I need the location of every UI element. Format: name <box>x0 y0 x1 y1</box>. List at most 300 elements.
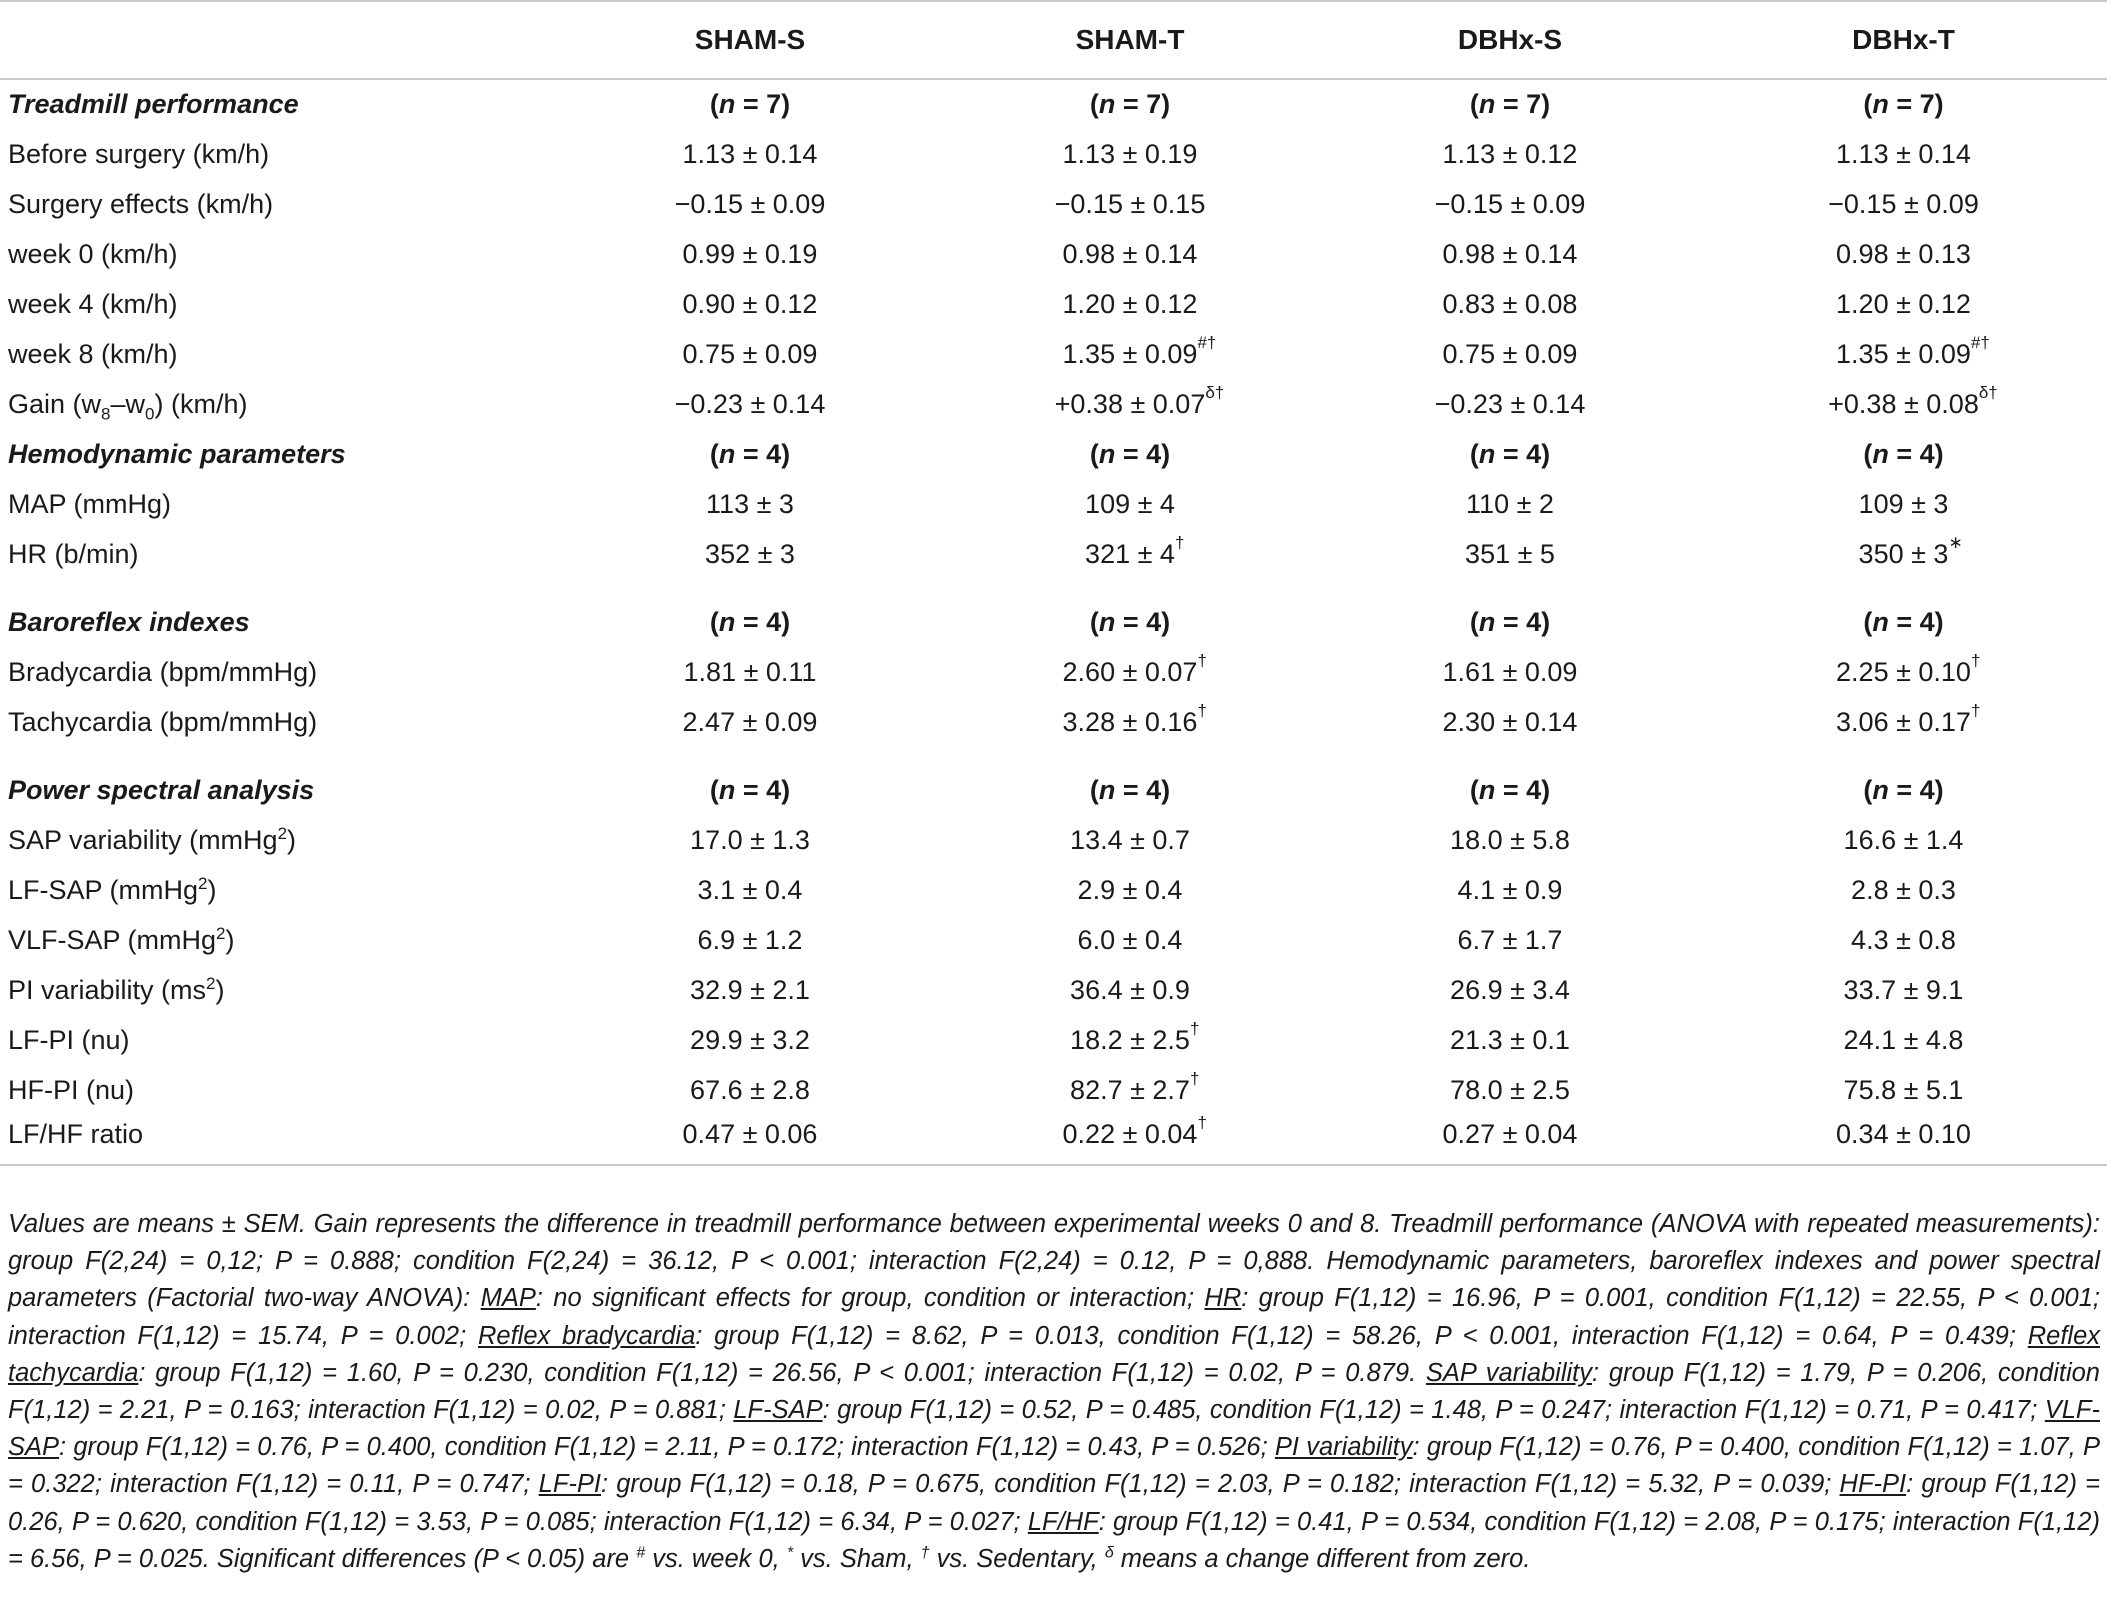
table-row <box>0 529 2107 579</box>
row-label <box>0 865 560 915</box>
value-cell <box>1700 865 2107 915</box>
value-cell <box>1320 229 1700 279</box>
mean-sem-value: 18.0 ± 5.8 <box>1450 824 1570 855</box>
significance-mark: #† <box>1197 332 1217 352</box>
table-footnote <box>8 1206 2100 1578</box>
mean-sem-value: 0.27 ± 0.04 <box>1442 1119 1578 1149</box>
mean-sem-value: 1.13 ± 0.14 <box>1836 138 1971 169</box>
sample-size-value: = 4 <box>735 438 782 469</box>
value-cell <box>1320 915 1700 965</box>
mean-sem-value: 6.0 ± 0.4 <box>1077 924 1183 955</box>
mean-sem-value: 350 ± 3 <box>1858 538 1949 569</box>
sample-size-n: n <box>1872 774 1889 805</box>
value-wrapper <box>1443 707 1578 738</box>
significance-mark: † <box>1189 1018 1200 1038</box>
value-cell <box>940 479 1320 529</box>
value-wrapper <box>683 1119 818 1150</box>
value-wrapper <box>1851 925 1956 956</box>
sample-size-cell: (n = 7) <box>1863 89 1944 119</box>
mean-sem-value: 16.6 ± 1.4 <box>1843 824 1964 855</box>
sample-size-cell: (n = 7) <box>1089 89 1171 119</box>
mean-sem-value: 0.83 ± 0.08 <box>1442 288 1578 319</box>
sample-size-cell: (n = 4) <box>1863 774 1944 805</box>
table-row <box>0 229 2107 279</box>
value-wrapper <box>1085 489 1175 520</box>
mean-sem-value: 0.99 ± 0.19 <box>682 238 818 269</box>
value-cell <box>940 815 1320 865</box>
row-label-text: ) <box>225 924 235 955</box>
value-wrapper <box>1085 532 1185 570</box>
mean-sem-value: 75.8 ± 5.1 <box>1843 1074 1964 1105</box>
section-header-row <box>0 597 2107 647</box>
row-label-text: Gain (w <box>8 388 102 419</box>
footnote-text: : group F(1,12) = 8.62, P = 0.013, condition F(1,12) = 58.26, P < 0.001, interaction F(1,12) = 0.64, P = 0.439; <box>695 1321 2028 1350</box>
sample-size-n: n <box>1872 606 1889 637</box>
sample-size-n: n <box>718 89 736 119</box>
sample-size-value: = 4 <box>1115 606 1162 637</box>
mean-sem-value: 110 ± 2 <box>1466 488 1554 519</box>
significance-mark: † <box>1189 1068 1200 1088</box>
footnote-significance-text: means a change different from zero. <box>1113 1544 1531 1573</box>
value-wrapper <box>1450 1025 1570 1056</box>
row-label <box>0 915 560 965</box>
value-cell <box>560 865 940 915</box>
value-wrapper <box>1844 825 1964 856</box>
value-cell <box>560 697 940 747</box>
value-wrapper <box>683 139 818 170</box>
significance-mark: † <box>1970 650 1981 670</box>
sample-size-value: = 4 <box>735 774 782 805</box>
value-wrapper <box>1435 389 1586 420</box>
section-header-row <box>0 79 2107 129</box>
value-wrapper <box>683 239 818 270</box>
value-cell <box>1320 479 1700 529</box>
sample-size-n: n <box>1098 606 1116 637</box>
row-label: week 4 (km/h) <box>8 288 178 319</box>
footnote-significance-mark: * <box>786 1544 794 1562</box>
value-wrapper <box>1844 1025 1964 1056</box>
row-label-superscript: 2 <box>206 973 216 993</box>
row-label: LF/HF ratio <box>0 1115 560 1165</box>
sample-size-cell: (n = 4) <box>1089 606 1171 637</box>
footnote-text: : group F(1,12) = 1.79, P = 0.206, condition F(1,12) = 2.21, P = 0.163; interaction F(1,12) = 0.02, P = 0.881; <box>8 1358 2100 1425</box>
sample-size-n: n <box>1478 774 1496 805</box>
sample-size-cell: (n = 4) <box>1089 774 1171 805</box>
row-label: Tachycardia (bpm/mmHg) <box>8 706 318 737</box>
value-cell <box>560 647 940 697</box>
mean-sem-value: 109 ± 3 <box>1858 488 1949 519</box>
value-cell <box>1700 279 2107 329</box>
row-label-text: –w <box>110 388 146 419</box>
value-cell <box>1320 1115 1700 1165</box>
value-cell <box>940 647 1320 697</box>
value-cell <box>560 479 940 529</box>
mean-sem-value: 321 ± 4 <box>1085 538 1175 569</box>
value-wrapper <box>698 875 803 906</box>
value-wrapper <box>1078 925 1183 956</box>
value-wrapper <box>1458 925 1563 956</box>
row-label-text: PI variability (ms <box>8 974 207 1005</box>
sample-size-value: = 4 <box>1495 606 1542 637</box>
mean-sem-value: 2.25 ± 0.10 <box>1836 656 1971 687</box>
footnote-text: : group F(1,12) = 0.41, P = 0.534, condition F(1,12) = 2.08, P = 0.175; interaction F(1,12) = 6.56, P = 0.025. <box>8 1507 2100 1573</box>
value-wrapper <box>683 289 818 320</box>
value-wrapper <box>1055 189 1206 220</box>
footnote-text: : group F(1,12) = 1.60, P = 0.230, condition F(1,12) = 26.56, P < 0.001; interaction F(1,12) = 0.02, P = 0.879. <box>138 1358 1426 1387</box>
mean-sem-value: −0.23 ± 0.14 <box>1434 388 1586 419</box>
mean-sem-value: 0.98 ± 0.14 <box>1062 238 1198 269</box>
value-wrapper <box>1828 189 1979 220</box>
value-cell <box>1320 529 1700 579</box>
value-cell <box>1700 1065 2107 1115</box>
sample-size-value: = 7 <box>1495 89 1542 119</box>
value-cell <box>1700 529 2107 579</box>
mean-sem-value: 2.60 ± 0.07 <box>1062 656 1198 687</box>
value-wrapper <box>1062 700 1207 738</box>
sample-size-cell: (n = 4) <box>709 438 791 469</box>
value-cell <box>1320 965 1700 1015</box>
sample-size-cell: (n = 4) <box>1863 438 1944 469</box>
mean-sem-value: 82.7 ± 2.7 <box>1070 1074 1190 1105</box>
sample-size-value: = 4 <box>1495 438 1542 469</box>
value-cell <box>940 129 1320 179</box>
row-label-text: SAP variability (mmHg <box>8 824 278 855</box>
value-cell <box>940 279 1320 329</box>
value-wrapper <box>705 539 795 570</box>
mean-sem-value: 78.0 ± 2.5 <box>1450 1074 1570 1105</box>
significance-mark: † <box>1197 1113 1207 1132</box>
mean-sem-value: 0.98 ± 0.13 <box>1836 238 1971 269</box>
table-header-row <box>0 1 2107 79</box>
value-cell <box>560 915 940 965</box>
value-cell <box>1700 479 2107 529</box>
value-cell <box>1700 647 2107 697</box>
row-label-text: VLF-SAP (mmHg <box>8 924 217 955</box>
mean-sem-value: +0.38 ± 0.08 <box>1828 388 1979 419</box>
section-title: Treadmill performance <box>8 89 299 119</box>
footnote-significance-mark: # <box>636 1544 646 1562</box>
value-cell <box>1700 1115 2107 1165</box>
section-spacer-cell <box>0 579 2107 597</box>
mean-sem-value: −0.15 ± 0.09 <box>674 188 826 219</box>
mean-sem-value: 24.1 ± 4.8 <box>1843 1024 1964 1055</box>
mean-sem-value: 18.2 ± 2.5 <box>1070 1024 1190 1055</box>
value-wrapper <box>1435 189 1586 220</box>
mean-sem-value: 1.20 ± 0.12 <box>1836 288 1971 319</box>
table-body <box>0 79 2107 1165</box>
footnote-text: : group F(1,12) = 16.96, P = 0.001, condition F(1,12) = 22.55, P < 0.001; interaction F(1,12) = 15.74, P = 0.002; <box>8 1284 2100 1350</box>
table-row <box>0 279 2107 329</box>
value-wrapper <box>1443 239 1578 270</box>
mean-sem-value: +0.38 ± 0.07 <box>1054 388 1206 419</box>
value-cell <box>940 379 1320 429</box>
table-row <box>0 179 2107 229</box>
sample-size-cell: (n = 4) <box>1469 774 1551 805</box>
section-spacer <box>0 579 2107 597</box>
value-wrapper <box>1070 1018 1200 1056</box>
sample-size-value: = 4 <box>1115 438 1162 469</box>
footnote-significance-mark: δ <box>1104 1544 1114 1562</box>
row-label-subscript: 8 <box>101 403 111 423</box>
significance-mark: † <box>1174 532 1185 552</box>
table-row <box>0 1115 2107 1165</box>
sample-size-n: n <box>718 438 736 469</box>
footnote-text: : group F(1,12) = 0.76, P = 0.400, condition F(1,12) = 2.11, P = 0.172; interaction F(1,12) = 0.43, P = 0.526; <box>59 1433 1275 1462</box>
value-cell <box>560 1115 940 1165</box>
footnote-term: HR <box>1204 1284 1242 1313</box>
value-cell <box>940 915 1320 965</box>
value-wrapper <box>1062 332 1217 370</box>
value-wrapper <box>690 1025 810 1056</box>
mean-sem-value: 67.6 ± 2.8 <box>690 1074 810 1105</box>
value-cell <box>940 529 1320 579</box>
footnote-text: : group F(1,12) = 0.18, P = 0.675, condition F(1,12) = 2.03, P = 0.182; interaction F(1,12) = 5.32, P = 0.039; <box>601 1470 1840 1499</box>
column-header: DBHx-T <box>1700 1 2107 79</box>
sample-size-n: n <box>1478 89 1496 119</box>
table-row <box>0 815 2107 865</box>
value-cell <box>560 279 940 329</box>
table-row <box>0 915 2107 965</box>
section-spacer <box>0 747 2107 765</box>
mean-sem-value: 2.30 ± 0.14 <box>1442 706 1578 737</box>
value-wrapper <box>1450 975 1570 1006</box>
row-label: week 0 (km/h) <box>8 238 178 269</box>
row-label-superscript: 2 <box>277 823 288 843</box>
row-label-text: ) <box>215 974 225 1005</box>
value-cell <box>1320 129 1700 179</box>
footnote-term: LF-SAP <box>733 1396 823 1425</box>
value-wrapper <box>1070 1068 1200 1106</box>
value-wrapper <box>1450 825 1570 856</box>
footnote-significance-mark: † <box>920 1544 930 1562</box>
value-wrapper <box>1443 1119 1578 1150</box>
significance-mark: † <box>1197 650 1207 670</box>
value-wrapper <box>1836 700 1981 738</box>
table-row <box>0 129 2107 179</box>
footnote-term: PI variability <box>1274 1433 1413 1462</box>
section-spacer-cell <box>0 747 2107 765</box>
footnote-term: VLF-SAP <box>8 1396 2100 1462</box>
value-cell <box>1320 179 1700 229</box>
value-cell <box>1700 329 2107 379</box>
mean-sem-value: −0.23 ± 0.14 <box>674 388 826 419</box>
sample-size-value: = 4 <box>735 606 782 637</box>
value-cell <box>1700 129 2107 179</box>
row-label-superscript: 2 <box>216 923 226 943</box>
table-row <box>0 697 2107 747</box>
table-row <box>0 965 2107 1015</box>
value-wrapper <box>1062 650 1207 688</box>
sample-size-value: = 7 <box>1115 89 1162 119</box>
sample-size-cell: (n = 4) <box>1089 438 1171 469</box>
value-cell <box>1320 647 1700 697</box>
value-wrapper <box>1443 657 1578 688</box>
value-cell <box>1700 229 2107 279</box>
mean-sem-value: 6.9 ± 1.2 <box>697 924 803 955</box>
value-wrapper <box>706 489 794 520</box>
mean-sem-value: 13.4 ± 0.7 <box>1070 824 1190 855</box>
value-wrapper <box>690 825 810 856</box>
value-cell <box>1700 915 2107 965</box>
footnote-term: HF-PI <box>1839 1470 1907 1499</box>
significance-mark: δ† <box>1978 382 1998 402</box>
mean-sem-value: 1.35 ± 0.09 <box>1836 338 1971 369</box>
sample-size-n: n <box>1478 606 1496 637</box>
value-cell <box>940 1015 1320 1065</box>
section-title: Power spectral analysis <box>8 774 315 805</box>
value-wrapper <box>1851 875 1956 906</box>
mean-sem-value: 4.1 ± 0.9 <box>1457 874 1563 905</box>
sample-size-cell: (n = 4) <box>1469 438 1551 469</box>
sample-size-cell: (n = 4) <box>1469 606 1551 637</box>
value-wrapper <box>1063 239 1198 270</box>
footnote-term: LF/HF <box>1027 1507 1099 1536</box>
value-wrapper <box>690 1075 810 1106</box>
sample-size-n: n <box>1478 438 1496 469</box>
row-label: HR (b/min) <box>8 538 139 569</box>
sample-size-value: = 4 <box>1888 606 1935 637</box>
footnote-text: : group F(1,12) = 0.52, P = 0.485, condition F(1,12) = 1.48, P = 0.247; interaction F(1,12) = 0.71, P = 0.417; <box>822 1396 2045 1425</box>
mean-sem-value: 0.98 ± 0.14 <box>1442 238 1578 269</box>
value-cell <box>1320 1065 1700 1115</box>
mean-sem-value: 1.35 ± 0.09 <box>1062 338 1198 369</box>
mean-sem-value: 0.47 ± 0.06 <box>682 1119 818 1149</box>
mean-sem-value: 351 ± 5 <box>1465 538 1555 569</box>
mean-sem-value: −0.15 ± 0.09 <box>1434 188 1586 219</box>
mean-sem-value: −0.15 ± 0.15 <box>1054 188 1206 219</box>
value-cell <box>940 1065 1320 1115</box>
value-cell <box>1700 697 2107 747</box>
significance-mark: † <box>1970 700 1981 720</box>
row-label <box>0 965 560 1015</box>
mean-sem-value: 2.9 ± 0.4 <box>1077 874 1183 905</box>
sample-size-value: = 4 <box>1888 774 1935 805</box>
table-row <box>0 479 2107 529</box>
value-wrapper <box>1458 875 1563 906</box>
significance-mark: † <box>1197 700 1207 720</box>
mean-sem-value: 3.1 ± 0.4 <box>697 874 803 905</box>
table-row <box>0 865 2107 915</box>
value-cell <box>940 179 1320 229</box>
sample-size-cell: (n = 4) <box>1863 606 1944 637</box>
value-cell <box>560 179 940 229</box>
mean-sem-value: 32.9 ± 2.1 <box>690 974 810 1005</box>
value-cell <box>1700 815 2107 865</box>
footnote-text: : group F(1,12) = 0.26, P = 0.620, condition F(1,12) = 3.53, P = 0.085; interaction F(1,12) = 6.34, P = 0.027; <box>8 1470 2100 1536</box>
row-label-text: ) (km/h) <box>154 388 248 419</box>
mean-sem-value: 0.90 ± 0.12 <box>682 288 818 319</box>
sample-size-cell: (n = 7) <box>709 89 791 119</box>
column-header: SHAM-S <box>560 1 940 79</box>
value-cell <box>560 229 940 279</box>
row-label: Bradycardia (bpm/mmHg) <box>8 656 318 687</box>
footnote-term: SAP variability <box>1425 1358 1593 1387</box>
value-cell <box>560 129 940 179</box>
table-row <box>0 379 2107 429</box>
value-wrapper <box>1063 289 1198 320</box>
value-cell <box>940 865 1320 915</box>
value-cell <box>940 965 1320 1015</box>
row-label: HF-PI (nu) <box>8 1074 135 1105</box>
section-header-row <box>0 429 2107 479</box>
value-wrapper <box>684 657 817 688</box>
value-wrapper <box>1443 289 1578 320</box>
footnote-intro: Values are means ± SEM. Gain represents the difference in treadmill performance between experimental weeks 0 and 8. Treadmill performance (ANOVA with repeated measurements): group F(2,24) = 0,12; P = 0.888; condition F(2,24) = 36.12, P < 0.001; interaction F(2,24) = 0.12, P = 0,888. Hemodynamic parameters, baroreflex indexes and power spectral parameters (Factorial two-way ANOVA): <box>8 1210 2100 1313</box>
row-label: week 8 (km/h) <box>8 338 178 369</box>
mean-sem-value: 21.3 ± 0.1 <box>1450 1024 1570 1055</box>
footnote-text: : group F(1,12) = 0.76, P = 0.400, condition F(1,12) = 1.07, P = 0.322; interaction F(1,12) = 0.11, P = 0.747; <box>8 1433 2100 1499</box>
value-cell <box>560 529 940 579</box>
mean-sem-value: 1.13 ± 0.12 <box>1442 138 1578 169</box>
sample-size-n: n <box>718 774 736 805</box>
mean-sem-value: −0.15 ± 0.09 <box>1828 188 1979 219</box>
mean-sem-value: 2.8 ± 0.3 <box>1851 874 1956 905</box>
value-cell <box>940 1115 1320 1165</box>
footnote-significance-intro: Significant differences (P < 0.05) are <box>209 1544 637 1573</box>
section-title: Baroreflex indexes <box>8 606 250 637</box>
value-wrapper <box>1078 875 1183 906</box>
sample-size-n: n <box>1098 89 1116 119</box>
value-cell <box>1700 179 2107 229</box>
mean-sem-value: 0.75 ± 0.09 <box>682 338 818 369</box>
mean-sem-value: 0.75 ± 0.09 <box>1442 338 1578 369</box>
value-cell <box>1320 815 1700 865</box>
value-cell <box>560 329 940 379</box>
sample-size-cell: (n = 4) <box>709 774 791 805</box>
value-wrapper <box>1836 139 1971 170</box>
value-cell <box>1320 865 1700 915</box>
mean-sem-value: 352 ± 3 <box>705 538 795 569</box>
value-wrapper <box>1466 489 1554 520</box>
footnote-text: : no significant effects for group, condition or interaction; <box>535 1284 1205 1313</box>
value-cell <box>560 1015 940 1065</box>
table-row <box>0 329 2107 379</box>
value-wrapper <box>1844 975 1964 1006</box>
row-label-subscript: 0 <box>145 403 155 423</box>
row-label <box>0 379 560 429</box>
value-wrapper <box>1836 1119 1971 1150</box>
sample-size-value: = 4 <box>1115 774 1162 805</box>
value-wrapper <box>675 189 826 220</box>
value-cell <box>1320 329 1700 379</box>
mean-sem-value: 3.06 ± 0.17 <box>1836 706 1971 737</box>
value-wrapper <box>1836 289 1971 320</box>
significance-mark: ∗ <box>1948 532 1963 552</box>
value-cell <box>560 379 940 429</box>
sample-size-value: = 7 <box>735 89 782 119</box>
mean-sem-value: 113 ± 3 <box>706 488 794 519</box>
table-row <box>0 647 2107 697</box>
row-label: Before surgery (km/h) <box>8 138 270 169</box>
section-title: Hemodynamic parameters <box>8 438 346 469</box>
value-wrapper <box>683 339 818 370</box>
mean-sem-value: 36.4 ± 0.9 <box>1070 974 1190 1005</box>
mean-sem-value: 1.13 ± 0.14 <box>682 138 818 169</box>
sample-size-n: n <box>1098 774 1116 805</box>
value-cell <box>1700 379 2107 429</box>
value-wrapper <box>1063 139 1198 170</box>
sample-size-n: n <box>718 606 736 637</box>
value-cell <box>1700 1015 2107 1065</box>
mean-sem-value: 0.22 ± 0.04 <box>1062 1119 1198 1149</box>
value-cell <box>560 815 940 865</box>
value-wrapper <box>1465 539 1555 570</box>
column-header: DBHx-S <box>1320 1 1700 79</box>
mean-sem-value: 1.20 ± 0.12 <box>1062 288 1198 319</box>
mean-sem-value: 0.34 ± 0.10 <box>1836 1119 1971 1149</box>
row-label: MAP (mmHg) <box>8 488 172 519</box>
sample-size-n: n <box>1872 438 1889 469</box>
